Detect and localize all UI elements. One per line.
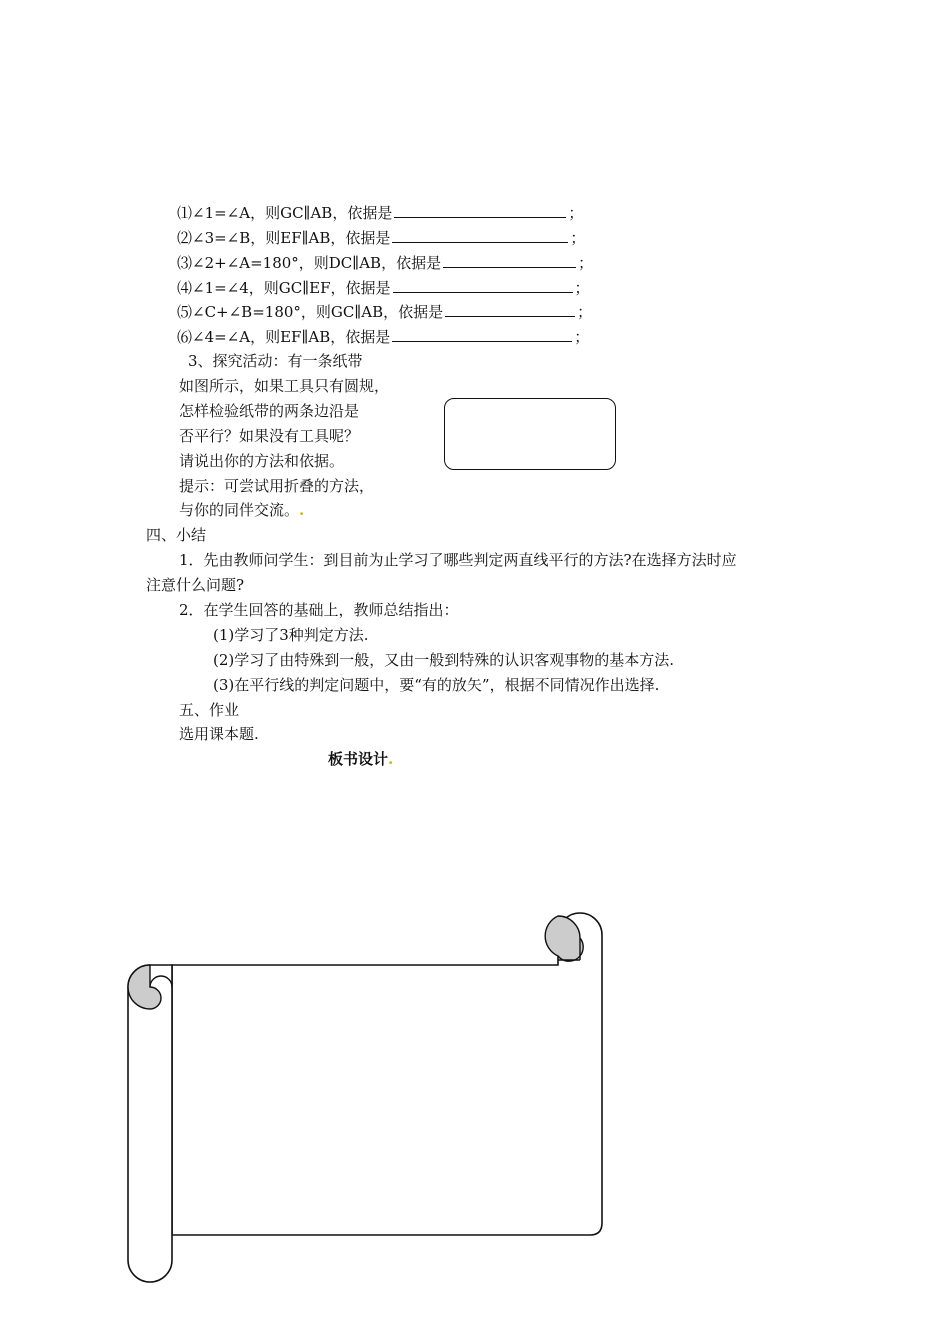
activity-line-3: 怎样检验纸带的两条边沿是	[179, 402, 360, 420]
activity-line-1: 3、探究活动：有一条纸带	[188, 352, 363, 370]
question-6: ⑹∠4=∠A，则EF∥AB，依据是 ；	[177, 328, 590, 346]
question-text: ⑵∠3=∠B，则EF∥AB，依据是	[177, 229, 391, 247]
question-text: ⑷∠1=∠4，则GC∥EF，依据是	[177, 279, 391, 297]
question-4: ⑷∠1=∠4，则GC∥EF，依据是 ；	[177, 279, 590, 297]
marker-dot: .	[388, 750, 394, 768]
question-text: ⑴∠1=∠A，则GC∥AB，依据是	[177, 204, 393, 222]
summary-paragraph-1-cont: 注意什么问题?	[146, 576, 245, 594]
summary-paragraph-1: 1．先由教师问学生：到目前为止学习了哪些判定两直线平行的方法?在选择方法时应	[179, 551, 737, 569]
board-design-title: 板书设计.	[328, 750, 394, 768]
homework-text: 选用课本题.	[179, 725, 259, 743]
summary-item-2: (2)学习了由特殊到一般，又由一般到特殊的认识客观事物的基本方法.	[213, 651, 675, 669]
answer-blank[interactable]	[445, 301, 575, 317]
summary-item-3: (3)在平行线的判定问题中，要“有的放矢”，根据不同情况作出选择.	[213, 676, 660, 694]
answer-blank[interactable]	[443, 252, 576, 268]
question-3: ⑶∠2+∠A=180°，则DC∥AB，依据是 ；	[177, 254, 594, 272]
question-text: ⑸∠C+∠B=180°，则GC∥AB，依据是	[177, 303, 444, 321]
summary-heading: 四、小结	[146, 526, 207, 544]
question-5: ⑸∠C+∠B=180°，则GC∥AB，依据是 ；	[177, 303, 593, 321]
homework-heading: 五、作业	[179, 701, 240, 719]
scroll-banner	[120, 905, 610, 1285]
summary-paragraph-2: 2．在学生回答的基础上，教师总结指出：	[179, 601, 459, 619]
marker-dot: .	[299, 501, 305, 519]
activity-line-7: 与你的同伴交流。.	[179, 501, 305, 519]
activity-line-5: 请说出你的方法和依据。	[179, 452, 345, 470]
question-2: ⑵∠3=∠B，则EF∥AB，依据是 ；	[177, 229, 586, 247]
answer-blank[interactable]	[392, 326, 572, 342]
question-text: ⑹∠4=∠A，则EF∥AB，依据是	[177, 328, 391, 346]
activity-line-4: 否平行？如果没有工具呢？	[179, 427, 360, 445]
answer-blank[interactable]	[393, 277, 573, 293]
answer-blank[interactable]	[394, 202, 566, 218]
paper-tape-figure	[444, 398, 616, 470]
question-text: ⑶∠2+∠A=180°，则DC∥AB，依据是	[177, 254, 442, 272]
activity-line-2: 如图所示，如果工具只有圆规，	[179, 377, 390, 395]
question-1: ⑴∠1=∠A，则GC∥AB，依据是 ；	[177, 204, 584, 222]
summary-item-1: (1)学习了3种判定方法.	[213, 626, 369, 644]
activity-line-6: 提示：可尝试用折叠的方法，	[179, 477, 375, 495]
answer-blank[interactable]	[392, 227, 568, 243]
